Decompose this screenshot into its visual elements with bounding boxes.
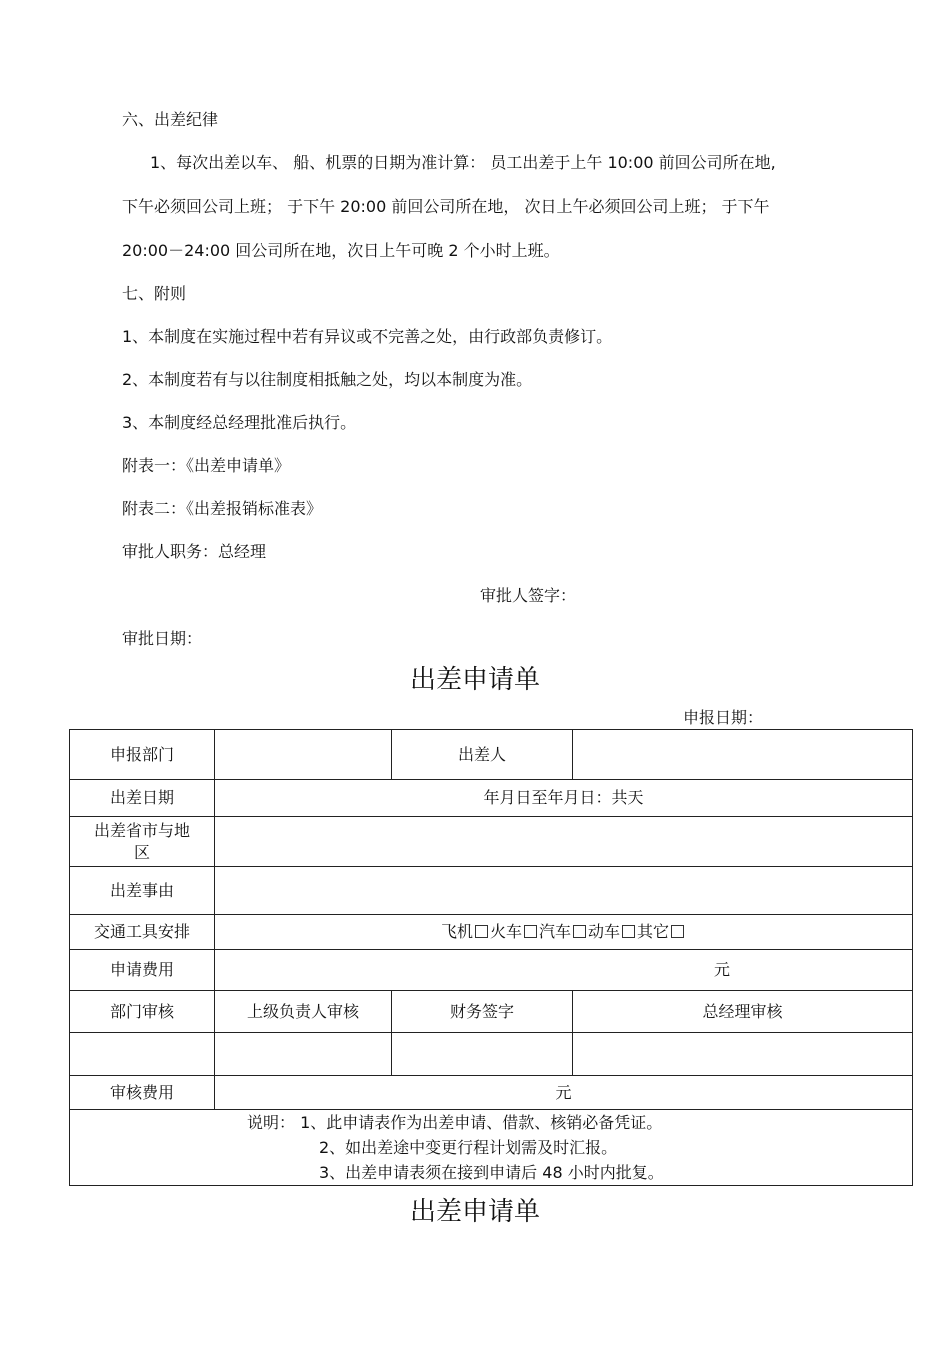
review-cost-unit: 元 bbox=[555, 1082, 572, 1102]
car-label: 汽车 bbox=[538, 922, 571, 941]
transport-option-other[interactable] bbox=[637, 922, 686, 941]
checkbox-icon[interactable] bbox=[573, 925, 586, 938]
note-3: 3、出差申请表须在接到申请后 48 小时内批复。 bbox=[319, 1163, 664, 1182]
checkbox-icon[interactable] bbox=[671, 925, 684, 938]
form-2-title: 出差申请单 bbox=[409, 1197, 540, 1227]
dept-label: 申报部门 bbox=[70, 730, 215, 780]
dept-review-field[interactable] bbox=[70, 1033, 215, 1076]
form-notes bbox=[70, 1110, 913, 1186]
note-2: 2、如出差途中变更行程计划需及时汇报。 bbox=[319, 1138, 618, 1157]
transport-option-train[interactable] bbox=[490, 922, 539, 941]
date-value[interactable]: 年月日至年月日：共天 bbox=[215, 780, 913, 817]
finance-sign-field[interactable] bbox=[392, 1033, 573, 1076]
approval-date-label: 审批日期： bbox=[122, 629, 203, 648]
reason-field[interactable] bbox=[215, 867, 913, 915]
section-6-line-1: 1、每次出差以车、 船、机票的日期为准计算： 员工出差于上午 10:00 前回公司所在地, bbox=[150, 153, 776, 172]
transport-options bbox=[215, 915, 913, 950]
rule-item-3: 3、本制度经总经理批准后执行。 bbox=[122, 413, 357, 432]
note-1: 说明： 1、此申请表作为出差申请、借款、核销必备凭证。 bbox=[247, 1113, 663, 1132]
plane-label: 飞机 bbox=[440, 922, 473, 941]
dept-field[interactable] bbox=[215, 730, 392, 780]
travel-application-form bbox=[69, 729, 913, 1186]
superior-review-label: 上级负责人审核 bbox=[215, 991, 392, 1033]
transport-label: 交通工具安排 bbox=[70, 915, 215, 950]
transport-option-car[interactable] bbox=[539, 922, 588, 941]
gm-review-label: 总经理审核 bbox=[573, 991, 913, 1033]
review-cost-label: 审核费用 bbox=[70, 1076, 215, 1110]
gm-review-field[interactable] bbox=[573, 1033, 913, 1076]
dept-review-label: 部门审核 bbox=[70, 991, 215, 1033]
bullet-train-label: 动车 bbox=[588, 922, 621, 941]
checkbox-icon[interactable] bbox=[524, 925, 537, 938]
train-label: 火车 bbox=[489, 922, 522, 941]
form-title: 出差申请单 bbox=[409, 665, 540, 695]
apply-cost-unit: 元 bbox=[713, 960, 730, 979]
finance-sign-label: 财务签字 bbox=[392, 991, 573, 1033]
attachment-1: 附表一：《出差申请单》 bbox=[122, 456, 291, 475]
approver-signature-label: 审批人签字： bbox=[480, 586, 577, 605]
attachment-2: 附表二：《出差报销标准表》 bbox=[122, 499, 323, 518]
section-7-heading: 七、附则 bbox=[122, 284, 187, 303]
region-label-line-2: 区 bbox=[133, 842, 150, 862]
superior-review-field[interactable] bbox=[215, 1033, 392, 1076]
section-6-line-2: 下午必须回公司上班； 于下午 20:00 前回公司所在地， 次日上午必须回公司上班； 于下午 bbox=[122, 197, 770, 216]
rule-item-1: 1、本制度在实施过程中若有异议或不完善之处，由行政部负责修订。 bbox=[122, 327, 613, 346]
review-cost-field[interactable] bbox=[215, 1076, 913, 1110]
apply-cost-field[interactable] bbox=[215, 950, 913, 991]
traveler-field[interactable] bbox=[573, 730, 913, 780]
transport-option-bullet-train[interactable] bbox=[588, 922, 637, 941]
reason-label: 出差事由 bbox=[70, 867, 215, 915]
date-label: 出差日期 bbox=[70, 780, 215, 817]
other-label: 其它 bbox=[637, 922, 670, 941]
region-label bbox=[70, 817, 215, 867]
report-date-label: 申报日期： bbox=[683, 708, 764, 727]
approver-title: 审批人职务：总经理 bbox=[122, 542, 267, 561]
section-6-heading: 六、出差纪律 bbox=[122, 110, 219, 129]
region-label-line-1: 出差省市与地 bbox=[93, 820, 190, 840]
rule-item-2: 2、本制度若有与以往制度相抵触之处，均以本制度为准。 bbox=[122, 370, 533, 389]
transport-option-plane[interactable] bbox=[441, 922, 490, 941]
traveler-label: 出差人 bbox=[392, 730, 573, 780]
checkbox-icon[interactable] bbox=[622, 925, 635, 938]
apply-cost-label: 申请费用 bbox=[70, 950, 215, 991]
region-field[interactable] bbox=[215, 817, 913, 867]
section-6-line-3: 20:00－24:00 回公司所在地，次日上午可晚 2 个小时上班。 bbox=[122, 241, 560, 260]
checkbox-icon[interactable] bbox=[475, 925, 488, 938]
